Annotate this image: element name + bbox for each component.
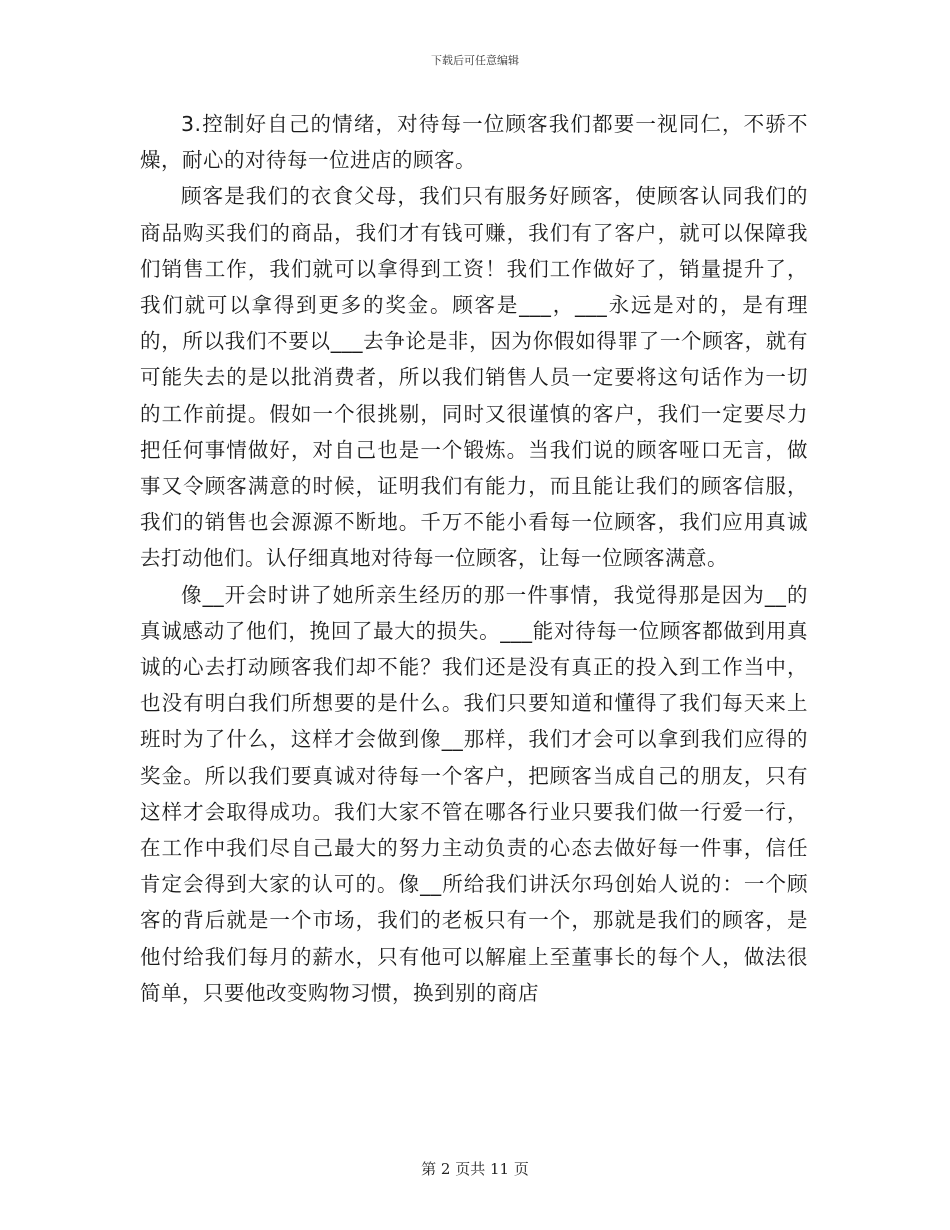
page-footer: 第 2 页共 11 页 (421, 1160, 529, 1178)
page-header: 下载后可任意编辑 (431, 54, 519, 67)
paragraph-3: 像__开会时讲了她所亲生经历的那一件事情，我觉得那是因为__的真诚感动了他们，挽回了最大的损失。___能对待每一位顾客都做到用真诚的心去打动顾客我们却不能？我们还是没有真正的投入到工作当中，也没有明白我们所想要的是什么。我们只要知道和懂得了我们每天来上班时为了什么，这样才会做到像__那样，我们才会可以拿到我们应得的奖金。所以我们要真诚对待每一个客户，把顾客当成自己的朋友，只有这样才会取得成功。我们大家不管在哪各行业只要我们做一行爱一行，在工作中我们尽自己最大的努力主动负责的心态去做好每一件事，信任肯定会得到大家的认可的。像__所给我们讲沃尔玛创始人说的：一个顾客的背后就是一个市场，我们的老板只有一个，那就是我们的顾客，是他付给我们每月的薪水，只有他可以解雇上至董事长的每个人，做法很简单，只要他改变购物习惯，换到别的商店 (140, 582, 808, 1005)
paragraph-1: 3.控制好自己的情绪，对待每一位顾客我们都要一视同仁，不骄不燥，耐心的对待每一位进店的顾客。 (140, 112, 808, 173)
document-body (140, 106, 808, 1011)
paragraph-2: 顾客是我们的衣食父母，我们只有服务好顾客，使顾客认同我们的商品购买我们的商品，我们才有钱可赚，我们有了客户，就可以保障我们销售工作，我们就可以拿得到工资！我们工作做好了，销量提升了，我们就可以拿得到更多的奖金。顾客是___，___永远是对的，是有理的，所以我们不要以___去争论是非，因为你假如得罪了一个顾客，就有可能失去的是以批消费者，所以我们销售人员一定要将这句话作为一切的工作前提。假如一个很挑剔，同时又很谨慎的客户，我们一定要尽力把任何事情做好，对自己也是一个锻炼。当我们说的顾客哑口无言，做事又令顾客满意的时候，证明我们有能力，而且能让我们的顾客信服，我们的销售也会源源不断地。千万不能小看每一位顾客，我们应用真诚去打动他们。认仔细真地对待每一位顾客，让每一位顾客满意。 (140, 184, 808, 571)
